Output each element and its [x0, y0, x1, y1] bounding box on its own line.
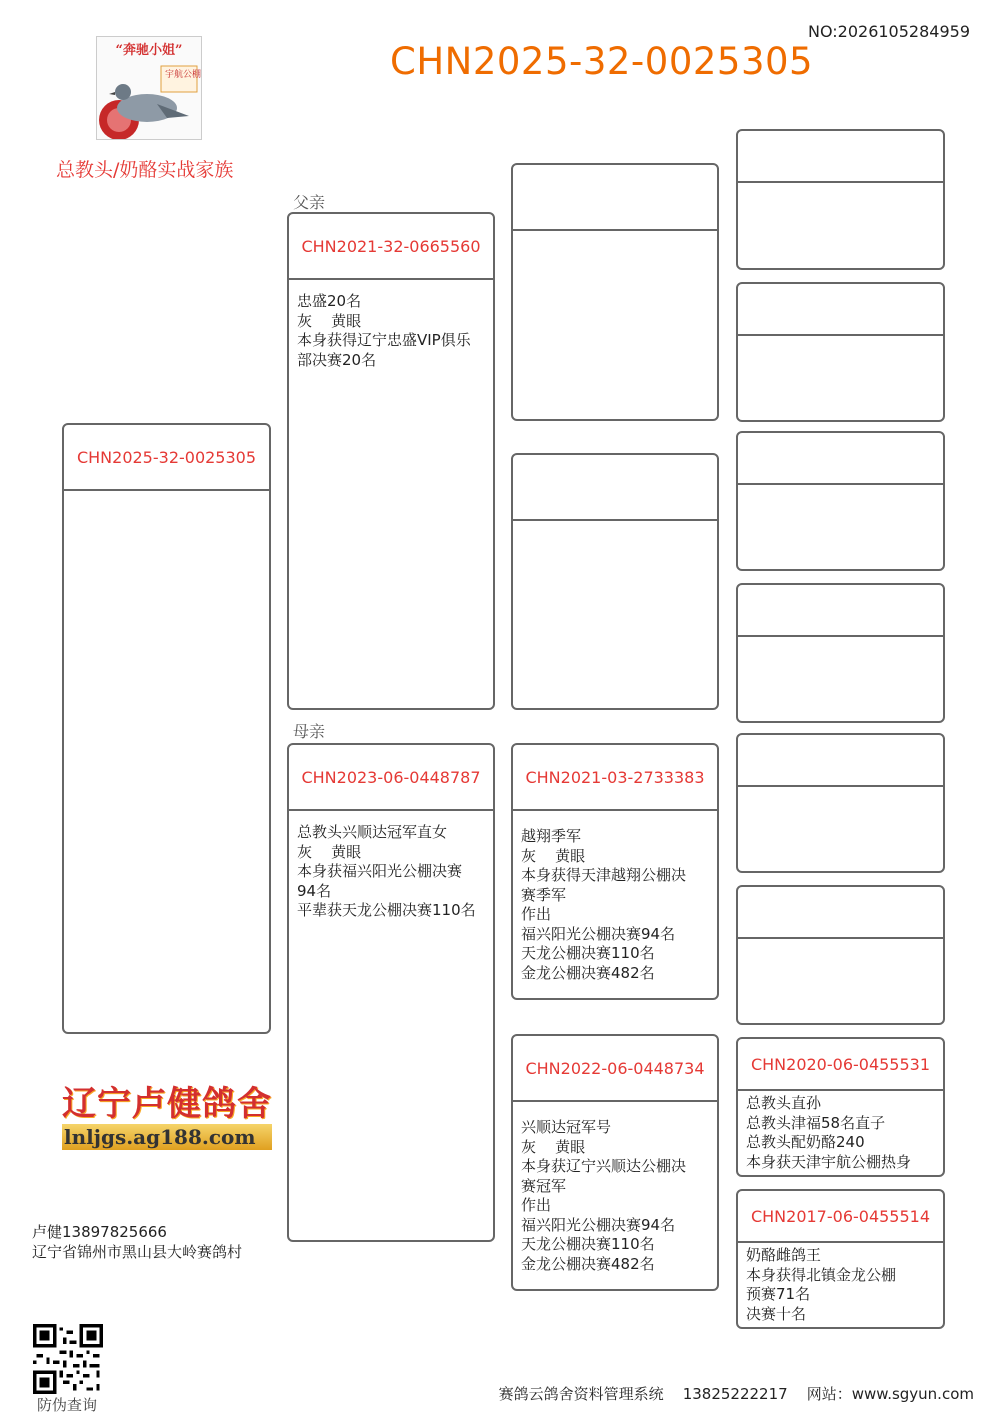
- note-line: 预赛71名: [746, 1285, 811, 1303]
- note-line: 灰 黄眼: [521, 1137, 586, 1156]
- maternal-grandsire-notes: [513, 811, 717, 983]
- note-line: 福兴阳光公棚决赛94名: [521, 1215, 676, 1234]
- great-grandparent-ring: [738, 887, 943, 939]
- great-grandparent-card: [736, 583, 945, 723]
- note-line: 本身获辽宁兴顺达公棚决: [521, 1157, 687, 1175]
- subject-card: [62, 423, 271, 1034]
- note-line: 94名: [297, 881, 332, 900]
- note-line: 灰 黄眼: [521, 846, 586, 865]
- paternal-grandsire-card: [511, 163, 719, 421]
- great-grandparent-ring: [738, 433, 943, 485]
- page-title: CHN2025-32-0025305: [390, 40, 814, 83]
- great-granddam-card: [736, 1189, 945, 1329]
- father-notes: [289, 280, 493, 370]
- great-grandsire-card: [736, 1037, 945, 1177]
- paternal-grandsire-ring: [513, 165, 717, 231]
- note-line: 赛冠军: [521, 1176, 567, 1195]
- note-line: 本身获天津宇航公棚热身: [746, 1152, 912, 1171]
- great-grandparent-card: [736, 733, 945, 873]
- photo-caption: “奔驰小姐”: [115, 43, 183, 58]
- note-line: 总教头津福58名直子: [746, 1113, 886, 1132]
- great-grandparent-card: [736, 129, 945, 270]
- badge-text: 宇航公棚: [165, 70, 202, 80]
- maternal-granddam-notes: [513, 1102, 717, 1274]
- paternal-granddam-card: [511, 453, 719, 710]
- father-ring: CHN2021-32-0665560: [289, 214, 493, 280]
- mother-ring: CHN2023-06-0448787: [289, 745, 493, 811]
- note-line: 本身获得天津越翔公棚决: [521, 866, 687, 884]
- contact-address: 辽宁省锦州市黑山县大岭赛鸽村: [32, 1243, 243, 1261]
- great-grandsire-ring: CHN2020-06-0455531: [738, 1039, 943, 1091]
- note-line: 平辈获天龙公棚决赛110名: [297, 901, 476, 919]
- note-line: 作出: [521, 905, 552, 923]
- great-grandparent-ring: [738, 585, 943, 637]
- note-line: 越翔季军: [521, 827, 582, 845]
- note-line: 总教头兴顺达冠军直女: [297, 823, 448, 841]
- note-line: 作出: [521, 1196, 552, 1214]
- mother-card: [287, 743, 495, 1242]
- note-line: 赛季军: [521, 885, 567, 904]
- great-grandparent-ring: [738, 735, 943, 787]
- note-line: 决赛十名: [746, 1304, 807, 1323]
- note-line: 总教头直孙: [746, 1094, 822, 1112]
- serial-number: NO:2026105284959: [807, 22, 970, 41]
- great-granddam-notes: [738, 1243, 943, 1324]
- note-line: 兴顺达冠军号: [521, 1118, 612, 1136]
- father-label: 父亲: [293, 193, 326, 212]
- great-grandparent-card: [736, 431, 945, 571]
- note-line: 灰 黄眼: [297, 842, 362, 861]
- maternal-grandsire-card: [511, 743, 719, 1000]
- loft-logo: [62, 1084, 272, 1154]
- family-line: 总教头/奶酪实战家族: [56, 159, 234, 181]
- great-grandsire-notes: [738, 1091, 943, 1172]
- note-line: 部决赛20名: [297, 350, 377, 369]
- pigeon-photo: [96, 36, 202, 140]
- note-line: 总教头配奶酪240: [746, 1133, 865, 1151]
- note-line: 本身获得北镇金龙公棚: [746, 1265, 897, 1284]
- note-line: 金龙公棚决赛482名: [521, 963, 655, 982]
- maternal-granddam-ring: CHN2022-06-0448734: [513, 1036, 717, 1102]
- note-line: 奶酪雌鸽王: [746, 1246, 822, 1264]
- paternal-granddam-ring: [513, 455, 717, 521]
- father-card: [287, 212, 495, 710]
- great-grandparent-card: [736, 282, 945, 422]
- note-line: 本身获得辽宁忠盛VIP俱乐: [297, 331, 471, 349]
- loft-logo-url: lnljgs.ag188.com: [62, 1124, 272, 1150]
- maternal-granddam-card: [511, 1034, 719, 1291]
- great-grandparent-ring: [738, 284, 943, 336]
- maternal-grandsire-ring: CHN2021-03-2733383: [513, 745, 717, 811]
- qr-code-icon: [33, 1324, 103, 1394]
- note-line: 灰 黄眼: [297, 311, 362, 330]
- contact-phone: 卢健13897825666: [32, 1223, 167, 1241]
- mother-notes: [289, 811, 493, 921]
- note-line: 福兴阳光公棚决赛94名: [521, 924, 676, 943]
- great-grandparent-card: [736, 885, 945, 1025]
- great-grandparent-ring: [738, 131, 943, 183]
- note-line: 天龙公棚决赛110名: [521, 944, 655, 962]
- mother-label: 母亲: [293, 722, 326, 741]
- note-line: 天龙公棚决赛110名: [521, 1235, 655, 1253]
- note-line: 忠盛20名: [297, 292, 362, 310]
- qr-label: 防伪查询: [37, 1396, 98, 1414]
- great-granddam-ring: CHN2017-06-0455514: [738, 1191, 943, 1243]
- loft-logo-title: 辽宁卢健鸽舍: [62, 1084, 272, 1124]
- note-line: 金龙公棚决赛482名: [521, 1254, 655, 1273]
- footer-text: 赛鸽云鸽舍资料管理系统 13825222217 网站：www.sgyun.com: [498, 1385, 974, 1403]
- note-line: 本身获福兴阳光公棚决赛: [297, 862, 463, 880]
- subject-ring: CHN2025-32-0025305: [64, 425, 269, 491]
